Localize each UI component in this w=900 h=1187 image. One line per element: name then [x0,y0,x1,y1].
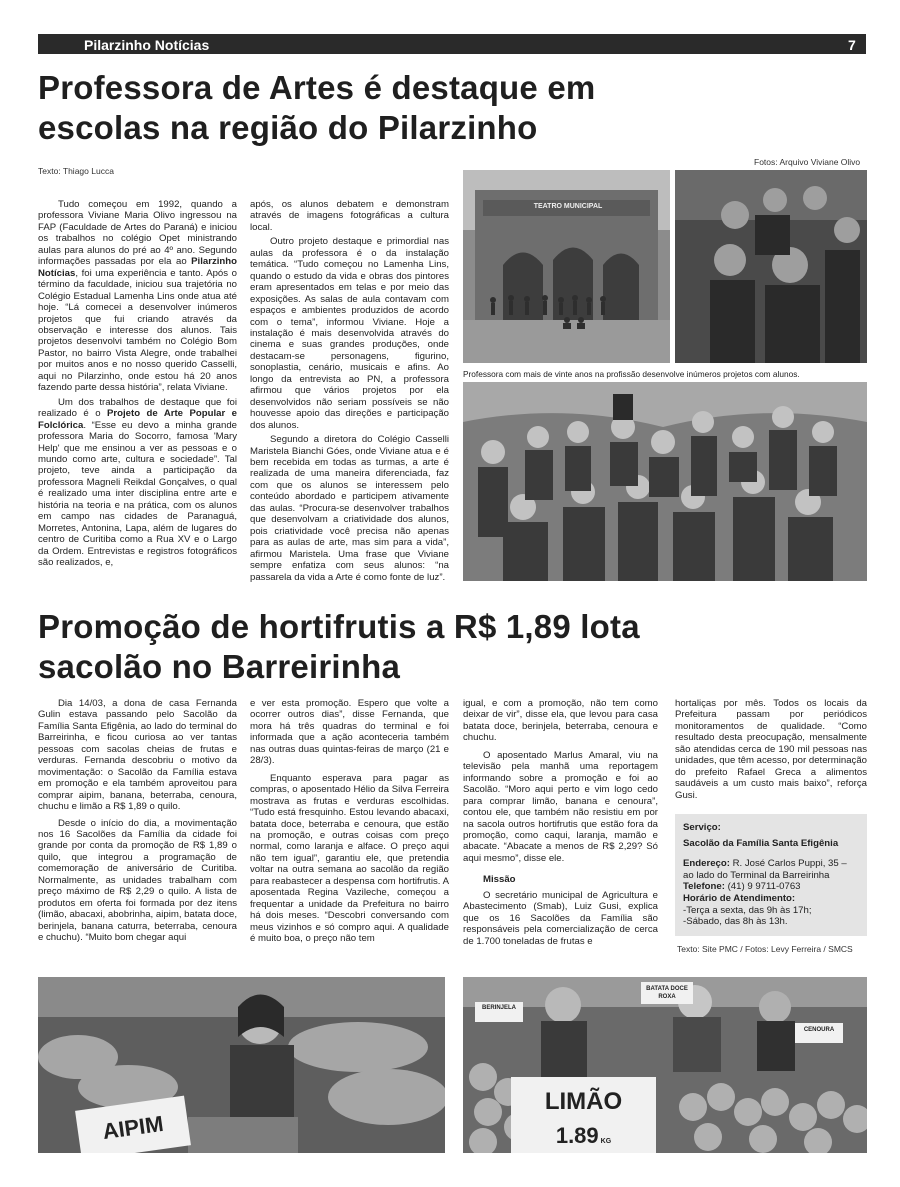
article1-column-1 [38,199,237,572]
theater-sign: TEATRO MUNICIPAL [533,203,603,210]
limao-sign-price: 1.89 KG [555,1123,612,1148]
article2-credit: Texto: Site PMC / Fotos: Levy Ferreira / SMCS [677,944,853,954]
market-woman-photo [38,977,445,1153]
article2-title: Promoção de hortifrutis a R$ 1,89 lota sacolão no Barreirinha [38,608,640,685]
service-phone: Telefone: (41) 9 9711-0763 [683,881,801,893]
batata-doce-price-tag: BATATA DOCE ROXA [641,982,693,1004]
article1-col2-paragraph-1: após, os alunos debatem e demonstram através de imagens fotográficas a cultura local. [250,199,449,233]
market-lime-photo [463,977,867,1153]
berinjela-price-tag: BERINJELA [475,1002,523,1022]
limao-sign-label: LIMÃO [544,1088,623,1115]
service-box [675,814,867,936]
article2-subhead-missao: Missão [483,874,516,886]
publication-name: Pilarzinho Notícias [84,37,210,53]
article2-column-4 [675,698,867,804]
article1-title: Professora de Artes é destaque em escolas na região do Pilarzinho [38,69,596,146]
service-heading: Serviço: [683,822,721,833]
article2-col1-paragraph-1: Dia 14/03, a dona de casa Fernanda Gulin estava passando pelo Sacolão da Família Santa Efigênia, ao lado do terminal do Barreirinha, e ficou curiosa ao ver tantas pessoas com sacolas cheias de frutas e verduras. Fernanda descobriu o motivo da movimentação: o Sacolão da Família estava em promoção e ela também aproveitou para comprar aipim, banana, beterraba, cenoura, chuchu e limão a R$ 1,89 o quilo. [38,698,237,813]
students-group-photo [675,170,867,363]
article1-col2-paragraph-3: Segundo a diretora do Colégio Casselli Maristela Bianchi Góes, onde Viviane atua e é bem recebida em todas as turmas, a arte é realizada de uma maneira diferenciada, faz com que os alunos se interessem pelo conteúdo abordado e participem ativamente das aulas. “Procura-se desenvolver trabalhos que desenvolvam a criatividade dos alunos, pois criatividade você precisa não apenas para as aulas de arte, mas sim para a vida”, afirmou Maristela. Uma frase que Viviane sempre enfatiza com seus alunos: “na passarela da vida a Arte é como fonte de luz”. [250,434,449,583]
article2-col4-paragraph-1: hortaliças por mês. Todos os locais da Prefeitura passam por periódicos monitoramentos de qualidade. “Como resultado desta preocupação, mensalmente são atendidas cerca de 190 mil pessoas nas unidades, que têm acesso, por determinação do prefeito Rafael Greca a alimentos saudáveis a um custo mais baixo”, reforça Gusi. [675,698,867,801]
limao-sign [511,1077,656,1153]
article1-col1-paragraph-2: Um dos trabalhos de destaque que foi realizado é o Projeto de Arte Popular e Folclórica. “Esse eu devo a minha grande professora Maria do Socorro, famosa 'Mary Help' que me ensinou a ver as pessoas e o mundo como arte, cultura e sociedade”. Tal projeto, teve ainda a participação da professora Magneli Reikdal Gonçalves, o qual é realizado uma inter disciplina entre arte e história na teoria e na prática, com os alunos em campo nas cidades de Paranaguá, Morretes, Antonina, Lapa, além de lugares do centro de Curitiba como a Rua XV e o Largo da Ordem. Entrevistas e registros fotográficos são realizados, e, [38,396,237,569]
article2-col2-paragraph-1: e ver esta promoção. Espero que volte a ocorrer outros dias”, disse Fernanda, que mora há três quadras do terminal e foi informada que a ação aconteceria também nas outras duas quintas-feiras de março (21 e 28/3). [250,698,449,767]
service-name: Sacolão da Família Santa Efigênia [683,837,839,849]
article1-column-2 [250,199,449,586]
article1-photo-caption: Professora com mais de vinte anos na profissão desenvolve inúmeros projetos com alunos. [463,369,800,379]
article2-col3-paragraph-1: igual, e com a promoção, não tem como deixar de vir”, disse ela, que levou para casa batata doce, berinjela, beterraba, cenoura e chuchu. [463,698,658,744]
service-hours-saturday: -Sábado, das 8h às 13h. [683,916,788,928]
service-hours-weekdays: -Terça a sexta, das 9h às 17h; [683,904,812,916]
article2-col1-paragraph-2: Desde o início do dia, a movimentação nos 16 Sacolões da Família da cidade foi grande por conta da promoção de R$ 1,89 o quilo, que integrou a programação de comemoração de aniversário de Curitiba. Normalmente, as unidades trabalham com preço máximo de R$ 2,29 o quilo. A lista de produtos em oferta foi formada por dez itens (limão, abacaxi, abobrinha, aipim, batata doce, berinjela, banana caturra, beterraba, cenoura e chuchu). “Muito bom chegar aqui [38,817,237,944]
article2-col2-paragraph-2: Enquanto esperava para pagar as compras, o aposentado Hélio da Silva Ferreira mostrava as frutas e verduras escolhidas. “Tudo está fresquinho. Estou levando abacaxi, batata doce, beterraba e cenoura, que estão na promoção, e outras coisas com preço normal, como laranja e alface. O preço aqui não tem igual”, garantiu ele, que pretendia voltar na outra semana ao sacolão da região para reabastecer a despensa com hortifrutis. A aposentada Regina Vazileche, começou a frequentar a unidade da Prefeitura no bairro há dois meses. “Descobri conversando com meus vizinhos e só compro aqui. A qualidade é muito boa, o preço não tem [250,772,449,945]
costume-group-photo [463,382,867,581]
page-number: 7 [848,37,856,53]
aipim-sign: AIPIM [75,1096,191,1153]
article2-col3-paragraph-3: O secretário municipal de Agricultura e Abastecimento (Smab), Luiz Gusi, explica que os 16 Sacolões da Família são responsáveis pela comercialização de cerca de 1.700 toneladas de frutas e [463,889,658,947]
service-hours-label: Horário de Atendimento: [683,892,796,904]
article1-text-credit: Texto: Thiago Lucca [38,166,114,176]
article2-column-2 [250,698,449,948]
article1-col1-paragraph-1: Tudo começou em 1992, quando a professora Viviane Maria Olivo ingressou na FAP (Faculdade de Artes do Paraná) e iniciou os trabalhos no colégio Opet ministrando aulas para alunos do pré ao 4º ano. Segundo informações passadas por ela ao Pilarzinho Notícias, foi uma experiência e tanto. Após o término da faculdade, iniciou sua trajetória no Colégio Estadual Lamenha Lins onde atua até hoje. “Lá comecei a desenvolver inúmeros projetos que fui criando através da observação e interesse dos alunos. Tais projetos desenvolvi também no Colégio Bom Pastor, no bairro Vista Alegre, onde trabalhei por muitos anos e no nosso querido Casselli, aqui no Pilarzinho, onde estou há 20 anos fazendo parte dessa história”, relata Viviane. [38,199,237,394]
theater-group-photo [463,170,670,363]
cenoura-price-tag: CENOURA [795,1023,843,1043]
article2-col3-paragraph-2: O aposentado Marlus Amaral, viu na televisão pela manhã uma reportagem informando sobre a promoção e foi ao Sacolão. “Moro aqui perto e vim logo cedo para comprar limão, banana e cenoura”, contou ele, que também não resistiu em por na sacola outros hortifrutis que estão fora da promoção, como caqui, laranja, mamão e abacate. “Abacate a menos de R$ 2,29? Só aqui mesmo”, disse ele. [463,749,658,864]
article2-column-1 [38,698,237,947]
service-address: Endereço: R. José Carlos Puppi, 35 – ao lado do Terminal da Barreirinha [683,858,847,881]
article2-column-3 [463,698,658,950]
article1-col2-paragraph-2: Outro projeto destaque e primordial nas aulas da professora é o da instalação temática. “Tudo começou no Lamenha Lins, quando o estudo da vida e obras dos pintores eram apresentados em telas e por meio das exposições. As salas de aula contavam com espaços e ambientes produzidos de acordo com o tema”, informou Viviane. Hoje a instalação é mais desenvolvida através do cinema e suas grandes produções, onde destacam-se personagens, figurino, sonoplastia, cenário, musicais e afins. Ao longo da entrevista ao PN, a professora afirmou que vários projetos por ela desenvolvidos não seriam possíveis se não houvesse apoio das direções e participação dos alunos. [250,236,449,431]
article1-photo-credit: Fotos: Arquivo Viviane Olivo [754,157,861,167]
